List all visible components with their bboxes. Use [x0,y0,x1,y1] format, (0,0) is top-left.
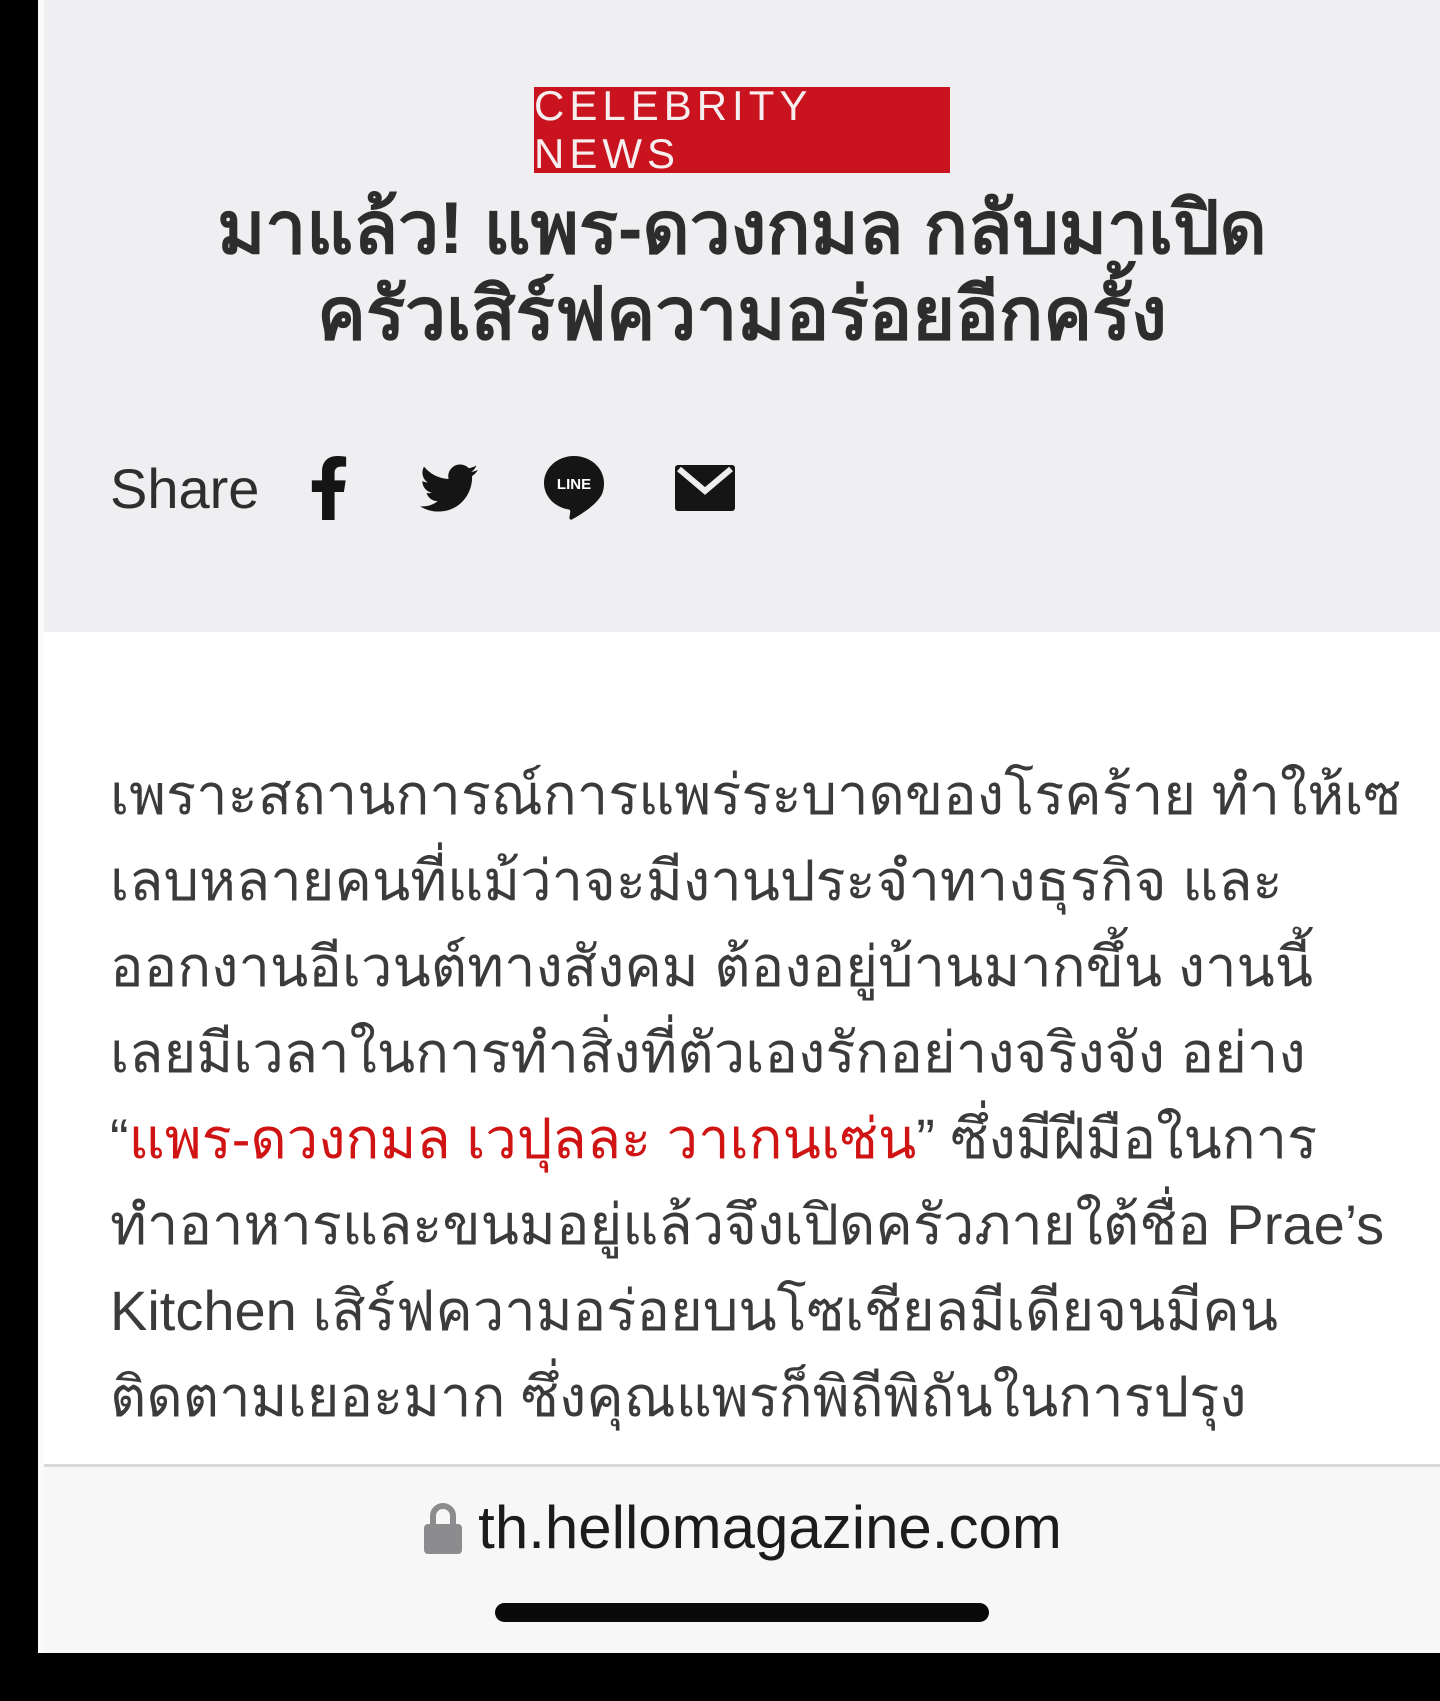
body-text-line [110,752,1410,838]
body-text-segment: Kitchen เสิร์ฟความอร่อยบนโซเชียลมีเดียจนมีคน [110,1279,1278,1342]
article-body [44,632,1440,1464]
body-text-line [110,838,1410,924]
body-text-segment: ออกงานอีเวนต์ทางสังคม ต้องอยู่บ้านมากขึ้น งานนี้ [110,935,1314,998]
body-text-segment: “ [110,1107,129,1170]
headline-line-2: ครัวเสิร์ฟความอร่อยอีกครั้ง [317,274,1167,355]
body-text-segment: เลบหลายคนที่แม้ว่าจะมีงานประจำทางธุรกิจ และ [110,849,1283,912]
body-text-line [110,924,1410,1010]
url-text: th.hellomagazine.com [478,1494,1062,1561]
article-body-lines [110,752,1410,1440]
body-text-line [110,1182,1410,1268]
share-row [110,440,735,536]
browser-toolbar [44,1467,1440,1653]
address-bar[interactable] [44,1493,1440,1562]
category-badge[interactable]: CELEBRITY NEWS [534,87,950,173]
article-headline [44,186,1440,358]
body-text-line [110,1010,1410,1096]
body-text-segment: เพราะสถานการณ์การแพร่ระบาดของโรคร้าย ทำให้เซ [110,763,1402,826]
highlighted-celebrity-name: แพร-ดวงกมล เวปุลละ วาเกนเซ่น [128,1107,917,1170]
twitter-icon[interactable] [415,459,483,517]
letterbox-strip-left [0,0,38,1701]
article-header-section [44,0,1440,632]
web-page [44,0,1440,1653]
body-text-line [110,1354,1410,1440]
body-text-segment: ติดตามเยอะมาก ซึ่งคุณแพรก็พิถีพิถันในการปรุง [110,1365,1247,1428]
body-text-segment: เลยมีเวลาในการทำสิ่งที่ตัวเองรักอย่างจริงจัง อย่าง [110,1021,1306,1084]
share-label: Share [110,456,260,520]
letterbox-strip-bottom [0,1653,1440,1701]
line-icon[interactable] [543,455,605,521]
home-indicator[interactable] [495,1603,989,1622]
body-text-segment: ทำอาหารและขนมอยู่แล้วจึงเปิดครัวภายใต้ชื่อ Prae’s [110,1193,1385,1256]
email-icon[interactable] [675,465,735,511]
body-text-line [110,1096,1410,1182]
facebook-icon[interactable] [309,456,349,520]
lock-icon [422,1500,464,1556]
headline-line-1: มาแล้ว! แพร-ดวงกมล กลับมาเปิด [217,188,1267,269]
line-icon-label: LINE [557,476,592,493]
body-text-line [110,1268,1410,1354]
body-text-segment: ” ซึ่งมีฝีมือในการ [916,1107,1318,1170]
